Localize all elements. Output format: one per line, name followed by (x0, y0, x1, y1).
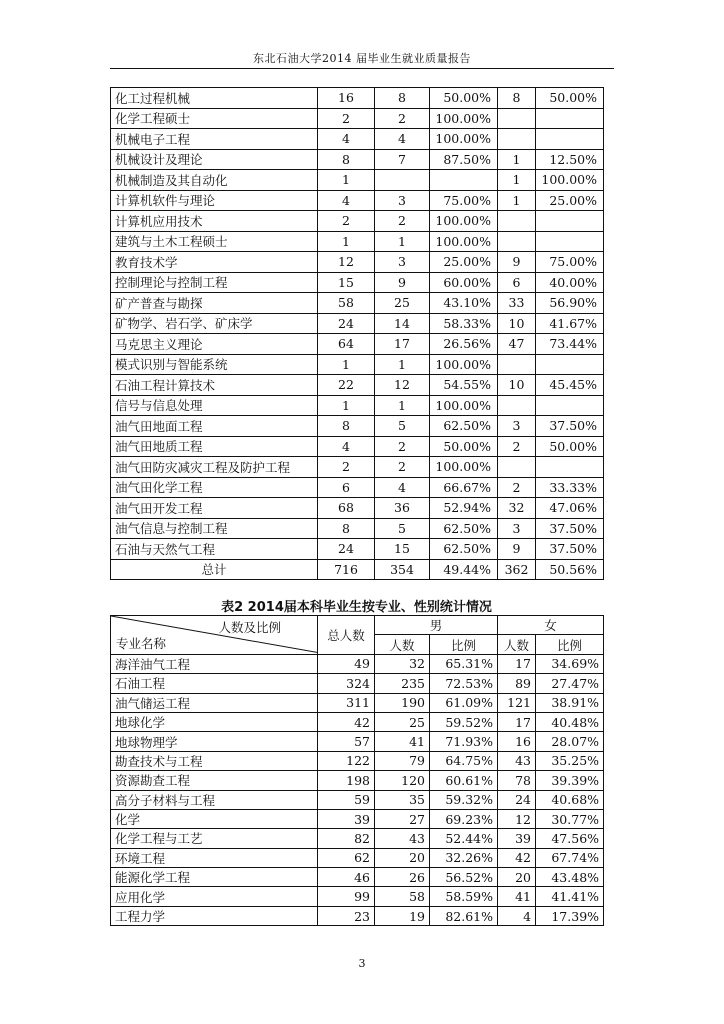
table-cell: 100.00% (430, 211, 498, 232)
table-row (111, 313, 604, 334)
table-cell: 25.00% (430, 252, 498, 273)
table-cell: 26.56% (430, 334, 498, 355)
table-cell: 56.52% (430, 868, 498, 887)
table-cell: 75.00% (430, 190, 498, 211)
table-row (111, 190, 604, 211)
table-cell: 19 (375, 906, 430, 925)
table-cell: 15 (318, 272, 375, 293)
table-cell: 58 (375, 887, 430, 906)
table-cell: 化工过程机械 (111, 88, 318, 109)
header-rule (110, 68, 614, 69)
table-row (111, 293, 604, 314)
table-row (111, 732, 604, 751)
table-cell: 机械制造及其自动化 (111, 170, 318, 191)
table-cell (498, 457, 536, 478)
table-cell (498, 129, 536, 150)
table-cell: 油气田地面工程 (111, 416, 318, 437)
table-cell (498, 354, 536, 375)
header-male-ratio: 比例 (430, 635, 498, 654)
table-cell: 4 (498, 906, 536, 925)
table-cell: 50.00% (430, 88, 498, 109)
table-cell: 27.47% (536, 674, 604, 693)
table-cell: 41 (498, 887, 536, 906)
graduate-gender-table-continued (110, 87, 604, 580)
table-row (111, 457, 604, 478)
table-cell: 82 (318, 829, 375, 848)
table-cell: 3 (498, 518, 536, 539)
table-cell: 高分子材料与工程 (111, 790, 318, 809)
table-cell (375, 170, 430, 191)
table-cell: 化学 (111, 809, 318, 828)
table-cell: 化学工程与工艺 (111, 829, 318, 848)
table-row (111, 790, 604, 809)
table2-body (111, 654, 604, 925)
table-cell: 49 (318, 654, 375, 673)
table-cell: 3 (498, 416, 536, 437)
table-cell: 57 (318, 732, 375, 751)
table-cell: 100.00% (430, 354, 498, 375)
table-cell: 2 (318, 457, 375, 478)
table-cell: 20 (498, 868, 536, 887)
table-cell: 石油与天然气工程 (111, 539, 318, 560)
table-cell: 100.00% (430, 457, 498, 478)
table-cell: 2 (375, 436, 430, 457)
table-cell: 油气田防灾减灾工程及防护工程 (111, 457, 318, 478)
table-cell: 7 (375, 149, 430, 170)
table-cell (536, 354, 604, 375)
table-cell: 计算机软件与理论 (111, 190, 318, 211)
table-row (111, 252, 604, 273)
table-cell: 42 (318, 712, 375, 731)
table-cell: 海洋油气工程 (111, 654, 318, 673)
table-row (111, 829, 604, 848)
table-cell: 36 (375, 498, 430, 519)
table-row (111, 129, 604, 150)
table-cell: 50.00% (536, 436, 604, 457)
header-total: 总人数 (318, 616, 375, 655)
table-cell: 1 (375, 395, 430, 416)
page-number: 3 (358, 957, 366, 970)
table-cell: 资源勘查工程 (111, 771, 318, 790)
table-cell: 25 (375, 712, 430, 731)
table-cell: 油气田化学工程 (111, 477, 318, 498)
table-row (111, 477, 604, 498)
table-cell: 油气信息与控制工程 (111, 518, 318, 539)
table-cell: 43 (375, 829, 430, 848)
table-cell: 8 (318, 149, 375, 170)
table-cell: 1 (498, 190, 536, 211)
table-cell: 12 (375, 375, 430, 396)
table-row (111, 809, 604, 828)
table2-header-row-1 (111, 616, 604, 635)
table-cell: 应用化学 (111, 887, 318, 906)
table-cell: 32 (375, 654, 430, 673)
table-cell: 1 (318, 354, 375, 375)
table-cell: 25 (375, 293, 430, 314)
table-cell: 100.00% (430, 129, 498, 150)
table-cell (498, 395, 536, 416)
table-cell: 机械电子工程 (111, 129, 318, 150)
table-cell: 24 (318, 313, 375, 334)
table-cell: 61.09% (430, 693, 498, 712)
table-cell: 56.90% (536, 293, 604, 314)
table-cell: 石油工程 (111, 674, 318, 693)
table-cell: 54.55% (430, 375, 498, 396)
table-cell: 100.00% (430, 231, 498, 252)
table-cell: 62.50% (430, 518, 498, 539)
table-row (111, 354, 604, 375)
table-cell: 1 (318, 395, 375, 416)
total-cell: 354 (375, 559, 430, 580)
table-cell: 25.00% (536, 190, 604, 211)
table-cell: 60.00% (430, 272, 498, 293)
table-cell: 35 (375, 790, 430, 809)
table-cell: 计算机应用技术 (111, 211, 318, 232)
table-cell: 1 (375, 231, 430, 252)
table-row (111, 751, 604, 770)
table-cell: 2 (375, 108, 430, 129)
table-cell: 8 (375, 88, 430, 109)
table-cell: 4 (318, 190, 375, 211)
table-cell: 能源化学工程 (111, 868, 318, 887)
table-cell: 58.33% (430, 313, 498, 334)
table-cell: 37.50% (536, 416, 604, 437)
table-cell: 62.50% (430, 539, 498, 560)
table-cell: 32.26% (430, 848, 498, 867)
table-cell: 矿产普查与勘探 (111, 293, 318, 314)
table-cell: 12 (498, 809, 536, 828)
table-row (111, 868, 604, 887)
table-row (111, 395, 604, 416)
table-cell: 311 (318, 693, 375, 712)
table-cell: 6 (498, 272, 536, 293)
table-row (111, 498, 604, 519)
table-cell: 马克思主义理论 (111, 334, 318, 355)
table-cell: 41 (375, 732, 430, 751)
table-cell: 34.69% (536, 654, 604, 673)
table-cell: 17 (375, 334, 430, 355)
table-cell: 4 (375, 477, 430, 498)
table-cell: 30.77% (536, 809, 604, 828)
table-cell: 3 (375, 252, 430, 273)
table-cell: 矿物学、岩石学、矿床学 (111, 313, 318, 334)
table-cell: 99 (318, 887, 375, 906)
table-row (111, 272, 604, 293)
table-cell: 26 (375, 868, 430, 887)
table-cell: 43.48% (536, 868, 604, 887)
table-cell: 78 (498, 771, 536, 790)
table-cell: 6 (318, 477, 375, 498)
table-cell: 60.61% (430, 771, 498, 790)
table-cell: 9 (498, 252, 536, 273)
table-cell: 100.00% (430, 108, 498, 129)
total-row (111, 559, 604, 580)
table-cell (536, 457, 604, 478)
table-cell: 235 (375, 674, 430, 693)
table-cell: 71.93% (430, 732, 498, 751)
table-cell (536, 211, 604, 232)
table2-caption: 表2 2014届本科毕业生按专业、性别统计情况 (221, 600, 492, 615)
table-cell: 64 (318, 334, 375, 355)
table-cell: 32 (498, 498, 536, 519)
table-cell: 121 (498, 693, 536, 712)
header-male-count: 人数 (375, 635, 430, 654)
table-cell: 66.67% (430, 477, 498, 498)
table-cell: 82.61% (430, 906, 498, 925)
table-row (111, 170, 604, 191)
table-cell: 10 (498, 313, 536, 334)
table-row (111, 149, 604, 170)
table-cell: 勘查技术与工程 (111, 751, 318, 770)
table-cell: 73.44% (536, 334, 604, 355)
table-row (111, 848, 604, 867)
table-cell (536, 231, 604, 252)
table1-body (111, 88, 604, 580)
table-cell: 油气田开发工程 (111, 498, 318, 519)
table-cell: 50.00% (430, 436, 498, 457)
table-cell: 地球物理学 (111, 732, 318, 751)
table-cell: 1 (498, 170, 536, 191)
table-cell: 33 (498, 293, 536, 314)
table-cell: 40.68% (536, 790, 604, 809)
table-cell: 27 (375, 809, 430, 828)
table-cell: 9 (375, 272, 430, 293)
total-cell: 50.56% (536, 559, 604, 580)
table-row (111, 654, 604, 673)
table-cell: 39 (498, 829, 536, 848)
table-cell: 4 (318, 436, 375, 457)
table-cell: 2 (375, 211, 430, 232)
table-cell: 22 (318, 375, 375, 396)
table-cell: 79 (375, 751, 430, 770)
table-cell: 47.06% (536, 498, 604, 519)
table-row (111, 771, 604, 790)
table-cell: 40.00% (536, 272, 604, 293)
undergraduate-gender-table (110, 615, 604, 926)
table-cell: 190 (375, 693, 430, 712)
table-cell: 10 (498, 375, 536, 396)
table-row (111, 108, 604, 129)
table-cell: 42 (498, 848, 536, 867)
table-cell (498, 108, 536, 129)
total-cell: 362 (498, 559, 536, 580)
table-cell: 1 (318, 170, 375, 191)
table-cell: 1 (498, 149, 536, 170)
table-cell: 机械设计及理论 (111, 149, 318, 170)
table-row (111, 518, 604, 539)
table-cell: 2 (498, 477, 536, 498)
table-cell: 教育技术学 (111, 252, 318, 273)
header-male: 男 (375, 616, 498, 635)
table-cell: 67.74% (536, 848, 604, 867)
table-cell: 100.00% (430, 395, 498, 416)
table-cell: 8 (318, 518, 375, 539)
table-cell (536, 129, 604, 150)
table-row (111, 539, 604, 560)
table-cell: 58 (318, 293, 375, 314)
table-cell: 1 (375, 354, 430, 375)
table-cell: 33.33% (536, 477, 604, 498)
table-cell: 47 (498, 334, 536, 355)
table-row (111, 334, 604, 355)
total-cell: 716 (318, 559, 375, 580)
table-cell: 16 (318, 88, 375, 109)
table-row (111, 88, 604, 109)
table-row (111, 211, 604, 232)
diag-header-top: 人数及比例 (218, 620, 281, 635)
table-row (111, 416, 604, 437)
table-cell: 324 (318, 674, 375, 693)
table-cell: 5 (375, 518, 430, 539)
table-cell: 化学工程硕士 (111, 108, 318, 129)
table-cell: 59 (318, 790, 375, 809)
header-female-count: 人数 (498, 635, 536, 654)
table-cell: 41.67% (536, 313, 604, 334)
table-cell: 16 (498, 732, 536, 751)
table-cell: 油气储运工程 (111, 693, 318, 712)
table-cell: 198 (318, 771, 375, 790)
table-row (111, 231, 604, 252)
table-cell: 65.31% (430, 654, 498, 673)
table-cell: 75.00% (536, 252, 604, 273)
header-female: 女 (498, 616, 604, 635)
table-cell: 地球化学 (111, 712, 318, 731)
table-cell: 59.52% (430, 712, 498, 731)
table-cell: 3 (375, 190, 430, 211)
table-cell: 24 (318, 539, 375, 560)
table-cell: 62 (318, 848, 375, 867)
table-cell: 40.48% (536, 712, 604, 731)
total-cell: 49.44% (430, 559, 498, 580)
table-cell: 68 (318, 498, 375, 519)
table-cell: 87.50% (430, 149, 498, 170)
table-cell: 2 (375, 457, 430, 478)
table-cell: 8 (498, 88, 536, 109)
table-cell: 89 (498, 674, 536, 693)
table-cell: 4 (318, 129, 375, 150)
table-cell: 17.39% (536, 906, 604, 925)
table-cell: 8 (318, 416, 375, 437)
table-cell: 4 (375, 129, 430, 150)
table-cell: 28.07% (536, 732, 604, 751)
table-row (111, 693, 604, 712)
table-cell: 23 (318, 906, 375, 925)
table-cell: 控制理论与控制工程 (111, 272, 318, 293)
table-cell: 石油工程计算技术 (111, 375, 318, 396)
report-header: 东北石油大学2014 届毕业生就业质量报告 (253, 52, 471, 65)
table-cell: 17 (498, 712, 536, 731)
table-row (111, 436, 604, 457)
table-cell: 122 (318, 751, 375, 770)
table-cell: 37.50% (536, 539, 604, 560)
table-cell: 14 (375, 313, 430, 334)
table-cell: 环境工程 (111, 848, 318, 867)
table-cell: 45.45% (536, 375, 604, 396)
table-cell: 58.59% (430, 887, 498, 906)
table-row (111, 906, 604, 925)
table-cell (536, 108, 604, 129)
diagonal-header-cell (111, 616, 318, 655)
table-cell: 69.23% (430, 809, 498, 828)
table-row (111, 712, 604, 731)
table-cell (498, 231, 536, 252)
table-cell: 20 (375, 848, 430, 867)
header-female-ratio: 比例 (536, 635, 604, 654)
table-cell: 5 (375, 416, 430, 437)
table-row (111, 674, 604, 693)
table-cell: 72.53% (430, 674, 498, 693)
table-cell: 24 (498, 790, 536, 809)
table-row (111, 375, 604, 396)
table-cell (498, 211, 536, 232)
table-cell: 油气田地质工程 (111, 436, 318, 457)
table-cell: 64.75% (430, 751, 498, 770)
table-cell: 2 (318, 108, 375, 129)
table-cell: 59.32% (430, 790, 498, 809)
table-cell: 工程力学 (111, 906, 318, 925)
table-cell: 52.94% (430, 498, 498, 519)
table-cell: 17 (498, 654, 536, 673)
table-cell (430, 170, 498, 191)
table-cell: 50.00% (536, 88, 604, 109)
table-row (111, 887, 604, 906)
table-cell: 建筑与土木工程硕士 (111, 231, 318, 252)
table-cell: 46 (318, 868, 375, 887)
table-cell: 12 (318, 252, 375, 273)
table-cell: 38.91% (536, 693, 604, 712)
table-cell: 35.25% (536, 751, 604, 770)
table-cell: 1 (318, 231, 375, 252)
table-cell: 模式识别与智能系统 (111, 354, 318, 375)
table-cell: 39 (318, 809, 375, 828)
table-cell: 120 (375, 771, 430, 790)
table-cell: 37.50% (536, 518, 604, 539)
table-cell: 12.50% (536, 149, 604, 170)
table-cell: 15 (375, 539, 430, 560)
table-cell: 41.41% (536, 887, 604, 906)
table-cell: 52.44% (430, 829, 498, 848)
table-cell (536, 395, 604, 416)
total-cell: 总计 (111, 559, 318, 580)
table-cell: 47.56% (536, 829, 604, 848)
table-cell: 43.10% (430, 293, 498, 314)
table-cell: 信号与信息处理 (111, 395, 318, 416)
table-cell: 2 (498, 436, 536, 457)
table-cell: 43 (498, 751, 536, 770)
table-cell: 2 (318, 211, 375, 232)
table-cell: 39.39% (536, 771, 604, 790)
table-cell: 100.00% (536, 170, 604, 191)
table-cell: 9 (498, 539, 536, 560)
table-cell: 62.50% (430, 416, 498, 437)
diag-header-bottom: 专业名称 (116, 635, 167, 651)
